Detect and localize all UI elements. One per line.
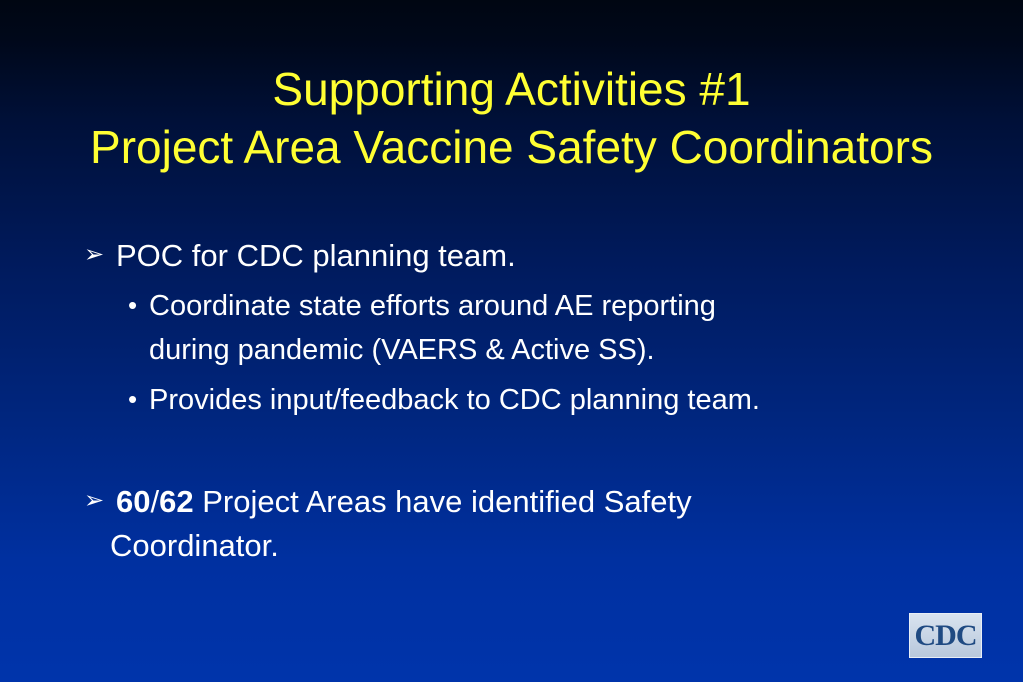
dot-bullet-icon: • (128, 290, 138, 320)
bullet-project-areas-line-1 (116, 480, 692, 524)
arrow-bullet-icon: ➢ (84, 240, 105, 268)
count-separator: / (150, 484, 160, 519)
cdc-logo: CDC (909, 613, 982, 658)
title-line-2: Project Area Vaccine Safety Coordinators (90, 121, 933, 173)
subbullet-coordinate-line-2: during pandemic (VAERS & Active SS). (149, 334, 655, 366)
bullet-project-areas-line-2: Coordinator. (110, 528, 279, 563)
count-total: 62 (159, 484, 194, 519)
dot-bullet-icon: • (128, 384, 138, 414)
count-identified: 60 (116, 484, 151, 519)
arrow-bullet-icon: ➢ (84, 486, 105, 514)
subbullet-provides-input: Provides input/feedback to CDC planning team. (149, 384, 760, 416)
title-line-1: Supporting Activities #1 (272, 63, 751, 115)
project-areas-text: Project Areas have identified Safety (193, 484, 692, 519)
subbullet-coordinate-line-1: Coordinate state efforts around AE reporting (149, 290, 716, 322)
bullet-poc: POC for CDC planning team. (116, 238, 516, 273)
